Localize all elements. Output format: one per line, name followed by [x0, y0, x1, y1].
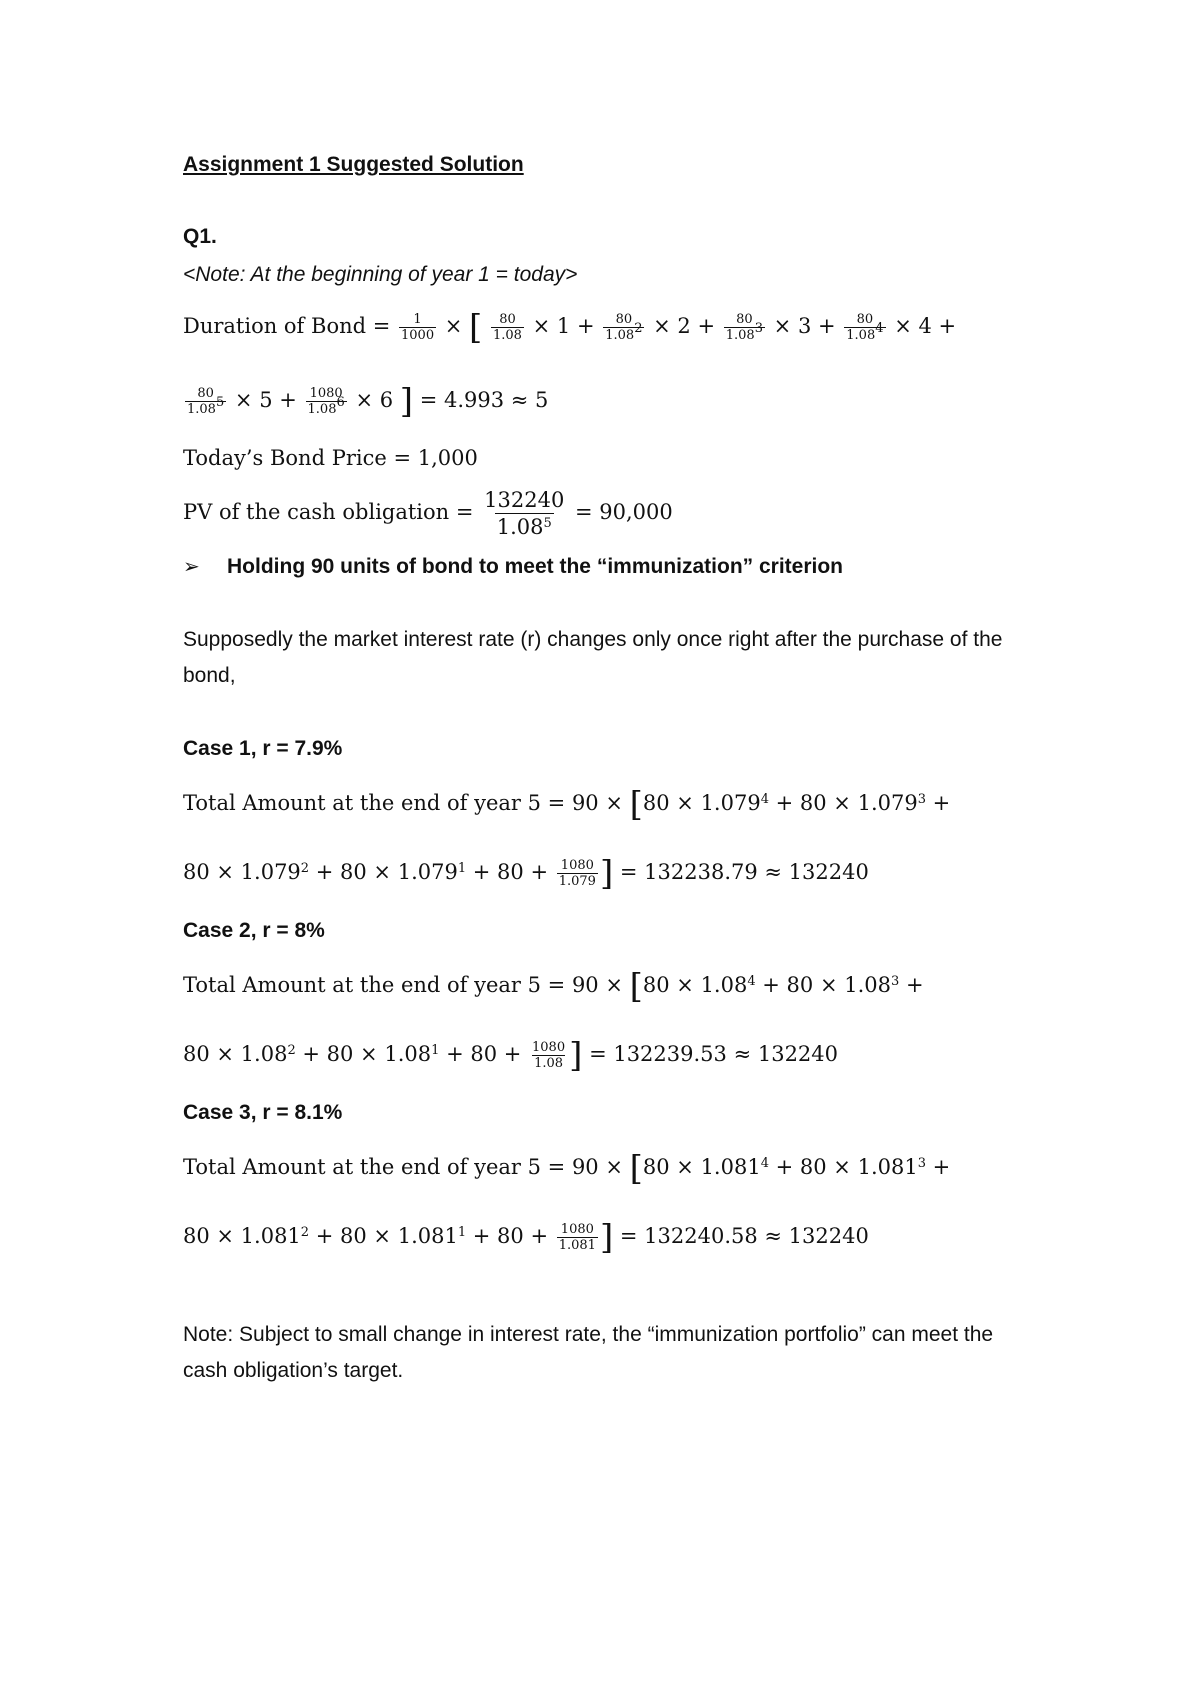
case-1-title: Case 1, r = 7.9%: [183, 737, 343, 760]
case-2-fraction: $\frac{1080}{1.08}$: [532, 1040, 566, 1071]
duration-term-3: $\frac{80}{1.08^3}$: [725, 312, 763, 343]
case-3-title: Case 3, r = 8.1%: [183, 1101, 343, 1124]
case-3-line1: Total Amount at the end of year $5 = 90 \times [80 \times 1.081^4 + 80 \times 1.081^3$ +: [183, 1148, 951, 1189]
case-2-line1: Total Amount at the end of year $5 = 90 \times [80 \times 1.08^4 + 80 \times 1.08^3$ +: [183, 966, 924, 1007]
bond-price: Today’s Bond Price = 1,000: [183, 446, 478, 470]
holding-statement: ➢ Holding 90 units of bond to meet the “immunization” criterion: [183, 553, 843, 581]
duration-term-6: $\frac{1080}{1.08^6}$: [307, 386, 345, 417]
page-title: Assignment 1 Suggested Solution: [183, 153, 524, 176]
final-note: Note: Subject to small change in interest rate, the “immunization portfolio” can meet the cash obligation’s target.: [183, 1323, 994, 1382]
note-today: <Note: At the beginning of year 1 = today>: [183, 263, 578, 286]
duration-term-2: $\frac{80}{1.08^2}$: [605, 312, 643, 343]
case-1-line2: $80 \times 1.079^2 + 80 \times 1.079^1 + 80$ + $\frac{1080}{1.079}$ ] = 132238.79 ≈ 132240: [183, 853, 869, 894]
case-3-fraction: $\frac{1080}{1.081}$: [558, 1222, 596, 1253]
case-3-line2: $80 \times 1.081^2 + 80 \times 1.081^1 + 80$ + $\frac{1080}{1.081}$ ] = 132240.58 ≈ 132240: [183, 1217, 869, 1258]
supposedly-paragraph: Supposedly the market interest rate (r) changes only once right after the purchase of the bond,: [183, 628, 1003, 687]
duration-prefix-fraction: $\frac{1}{1000}$: [401, 312, 435, 343]
open-bracket: [: [469, 307, 483, 348]
case-2-title: Case 2, r = 8%: [183, 919, 325, 942]
case-1-line1: Total Amount at the end of year $5 = 90 \times [80 \times 1.079^4 + 80 \times 1.079^3$ +: [183, 784, 951, 825]
pv-equation: PV of the cash obligation = $\frac{132240}{1.08^5}$ = 90,000: [183, 488, 673, 539]
duration-equation-line2: $\frac{80}{1.08^5}$ × 5 + $\frac{1080}{1.08^6}$ × 6 ] = 4.993 ≈ 5: [187, 381, 549, 422]
duration-equation-line1: Duration of Bond = $\frac{1}{1000}$ × [ $\frac{80}{1.08}$ × 1 + $\frac{80}{1.08^2}$ × 2 + $\frac{80}{1.08^3}$ × 3 + $\frac{80}{1.08^4}$ × 4 +: [183, 307, 957, 348]
case-1-fraction: $\frac{1080}{1.079}$: [558, 858, 596, 889]
duration-term-1: $\frac{80}{1.08}$: [493, 312, 522, 343]
duration-term-4: $\frac{80}{1.08^4}$: [846, 312, 884, 343]
duration-term-5: $\frac{80}{1.08^5}$: [187, 386, 225, 417]
question-label: Q1.: [183, 225, 217, 248]
duration-result: = 4.993 ≈ 5: [419, 388, 549, 412]
close-bracket: ]: [399, 381, 414, 422]
case-2-line2: $80 \times 1.08^2 + 80 \times 1.08^1 + 80$ + $\frac{1080}{1.08}$ ] = 132239.53 ≈ 132240: [183, 1035, 839, 1076]
arrow-bullet-icon: ➢: [183, 556, 200, 578]
pv-fraction: $\frac{132240}{1.08^5}$: [484, 488, 565, 539]
